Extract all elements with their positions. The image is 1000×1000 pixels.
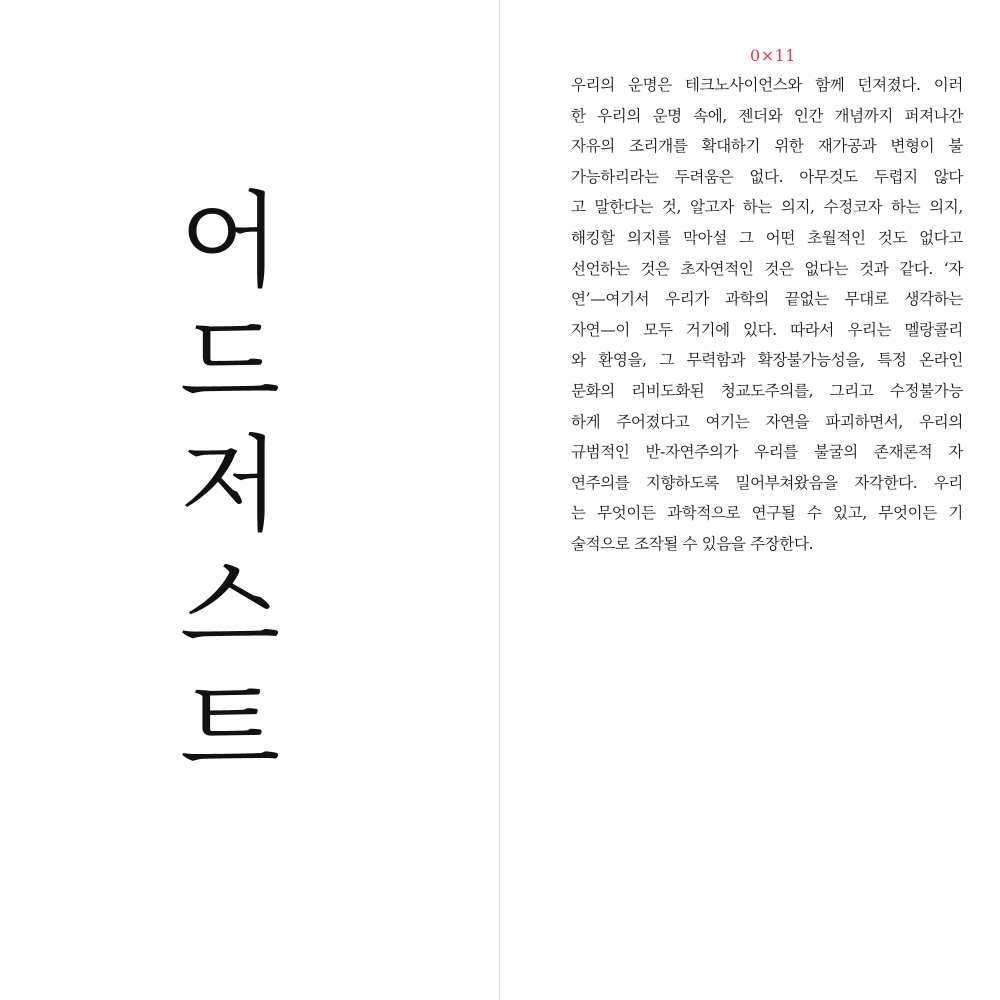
title-char: 저 [179,424,281,546]
folio: 0×11 [750,46,796,65]
text-line: 해킹할 의지를 막아설 그 어떤 초월적인 것도 없다고 [571,228,963,247]
body-text [571,70,963,560]
text-line: 규범적인 반-자연주의가 우리를 불굴의 존재론적 자 [571,443,963,462]
text-line: 선언하는 것은 초자연적인 것은 없다는 것과 같다. ‘자 [571,259,963,278]
vertical-title [165,180,295,790]
text-line: 연주의를 지향하도록 밀어부쳐왔음을 자각한다. 우리 [571,473,963,492]
text-line: 가능하리라는 두려움은 없다. 아무것도 두렵지 않다 [571,167,963,186]
text-line: 우리의 운명은 테크노사이언스와 함께 던져졌다. 이러 [571,76,963,94]
text-line: 는 무엇이든 과학적으로 연구될 수 있고, 무엇이든 기 [571,504,963,523]
text-line: 술적으로 조작될 수 있음을 주장한다. [571,534,814,553]
left-page [0,0,499,1000]
text-line: 문화의 리비도화된 청교도주의를, 그리고 수정불가능 [571,381,963,400]
text-line: 한 우리의 운명 속에, 젠더와 인간 개념까지 퍼져나간 [571,106,963,125]
title-char: 드 [179,302,281,424]
text-line: 자유의 조리개를 확대하기 위한 재가공과 변형이 불 [571,137,963,156]
text-line: 와 환영을, 그 무력함과 확장불가능성을, 특정 온라인 [571,351,963,370]
text-line: 하게 주어졌다고 여기는 자연을 파괴하면서, 우리의 [571,412,963,431]
text-line: 연’—여기서 우리가 과학의 끝없는 무대로 생각하는 [571,290,963,309]
text-line: 자연—이 모두 거기에 있다. 따라서 우리는 멜랑콜리 [571,320,963,339]
title-char: 스 [179,546,281,668]
title-char: 트 [179,668,281,790]
text-line: 고 말한다는 것, 알고자 하는 의지, 수정코자 하는 의지, [571,198,963,217]
title-char: 어 [179,180,281,302]
